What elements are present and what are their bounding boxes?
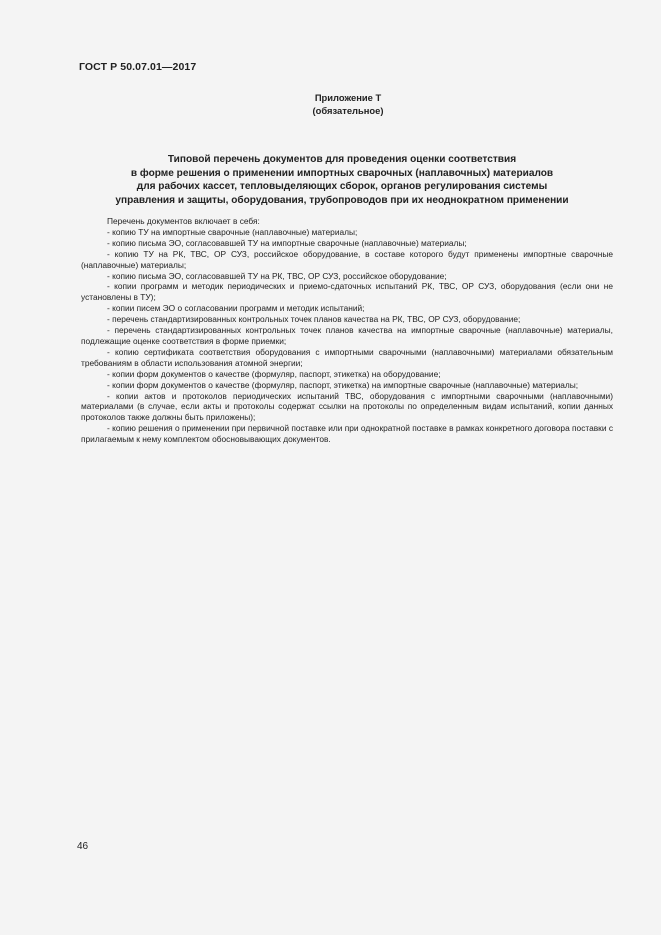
document-body xyxy=(81,216,613,445)
list-item: - копии актов и протоколов периодических испытаний ТВС, оборудования с импортными сварочными (наплавочными) материалами (в случае, если акты и протоколы содержат ссылки на протоколы по определенным видам испытаний, копии данных протоколов также должны быть приложены); xyxy=(81,390,613,423)
title-line: управления и защиты, оборудования, трубопроводов при их неоднократном применении xyxy=(115,195,569,207)
appendix-label: Приложение Т xyxy=(314,92,382,103)
list-item: - копию ТУ на импортные сварочные (наплавочные) материалы; xyxy=(107,226,358,237)
appendix-title xyxy=(72,153,612,208)
list-item: - перечень стандартизированных контрольных точек планов качества на импортные сварочные (наплавочные) материалы, подлежащие оценке соответствия в форме приемки; xyxy=(81,325,613,346)
list-item: - копию решения о применении при первичной поставке или при однократной поставке в рамках конкретного договора поставки с прилагаемым к нему комплектом обосновывающих документов. xyxy=(81,423,613,445)
list-intro: Перечень документов включает в себя: xyxy=(107,216,260,226)
list-item: - копию ТУ на РК, ТВС, ОР СУЗ, российское оборудование, в составе которого будут применены импортные сварочные (наплавочные) материалы; xyxy=(81,248,613,270)
title-line: для рабочих кассет, тепловыделяющих сборок, органов регулирования системы xyxy=(136,181,548,193)
list-item: - перечень стандартизированных контрольных точек планов качества на РК, ТВС, ОР СУЗ, оборудование; xyxy=(107,314,521,325)
list-item: - копии форм документов о качестве (формуляр, паспорт, этикетка) на оборудование; xyxy=(107,368,441,379)
title-line: в форме решения о применении импортных сварочных (наплавочных) материалов xyxy=(130,167,554,179)
list-item: - копии писем ЭО о согласовании программ и методик испытаний; xyxy=(107,303,365,314)
appendix-status: (обязательное) xyxy=(312,104,384,116)
page-number: 46 xyxy=(77,841,89,852)
list-item: - копию письма ЭО, согласовавшей ТУ на РК, ТВС, ОР СУЗ, российское оборудование; xyxy=(107,270,447,281)
title-line: Типовой перечень документов для проведения оценки соответствия xyxy=(167,154,517,165)
document-code: ГОСТ Р 50.07.01—2017 xyxy=(79,61,197,73)
list-item: - копию письма ЭО, согласовавшей ТУ на импортные сварочные (наплавочные) материалы; xyxy=(107,237,467,248)
list-item: - копию сертификата соответствия оборудования с импортными сварочными (наплавочными) материалами обязательным требованиям в области использования атомной энергии; xyxy=(81,346,613,368)
appendix-heading xyxy=(250,92,446,117)
list-item: - копии программ и методик периодических и приемо-сдаточных испытаний РК, ТВС, ОР СУЗ, оборудования (если они не установлены в ТУ); xyxy=(81,281,613,303)
list-item: - копии форм документов о качестве (формуляр, паспорт, этикетка) на импортные сварочные (наплавочные) материалы; xyxy=(107,379,579,390)
